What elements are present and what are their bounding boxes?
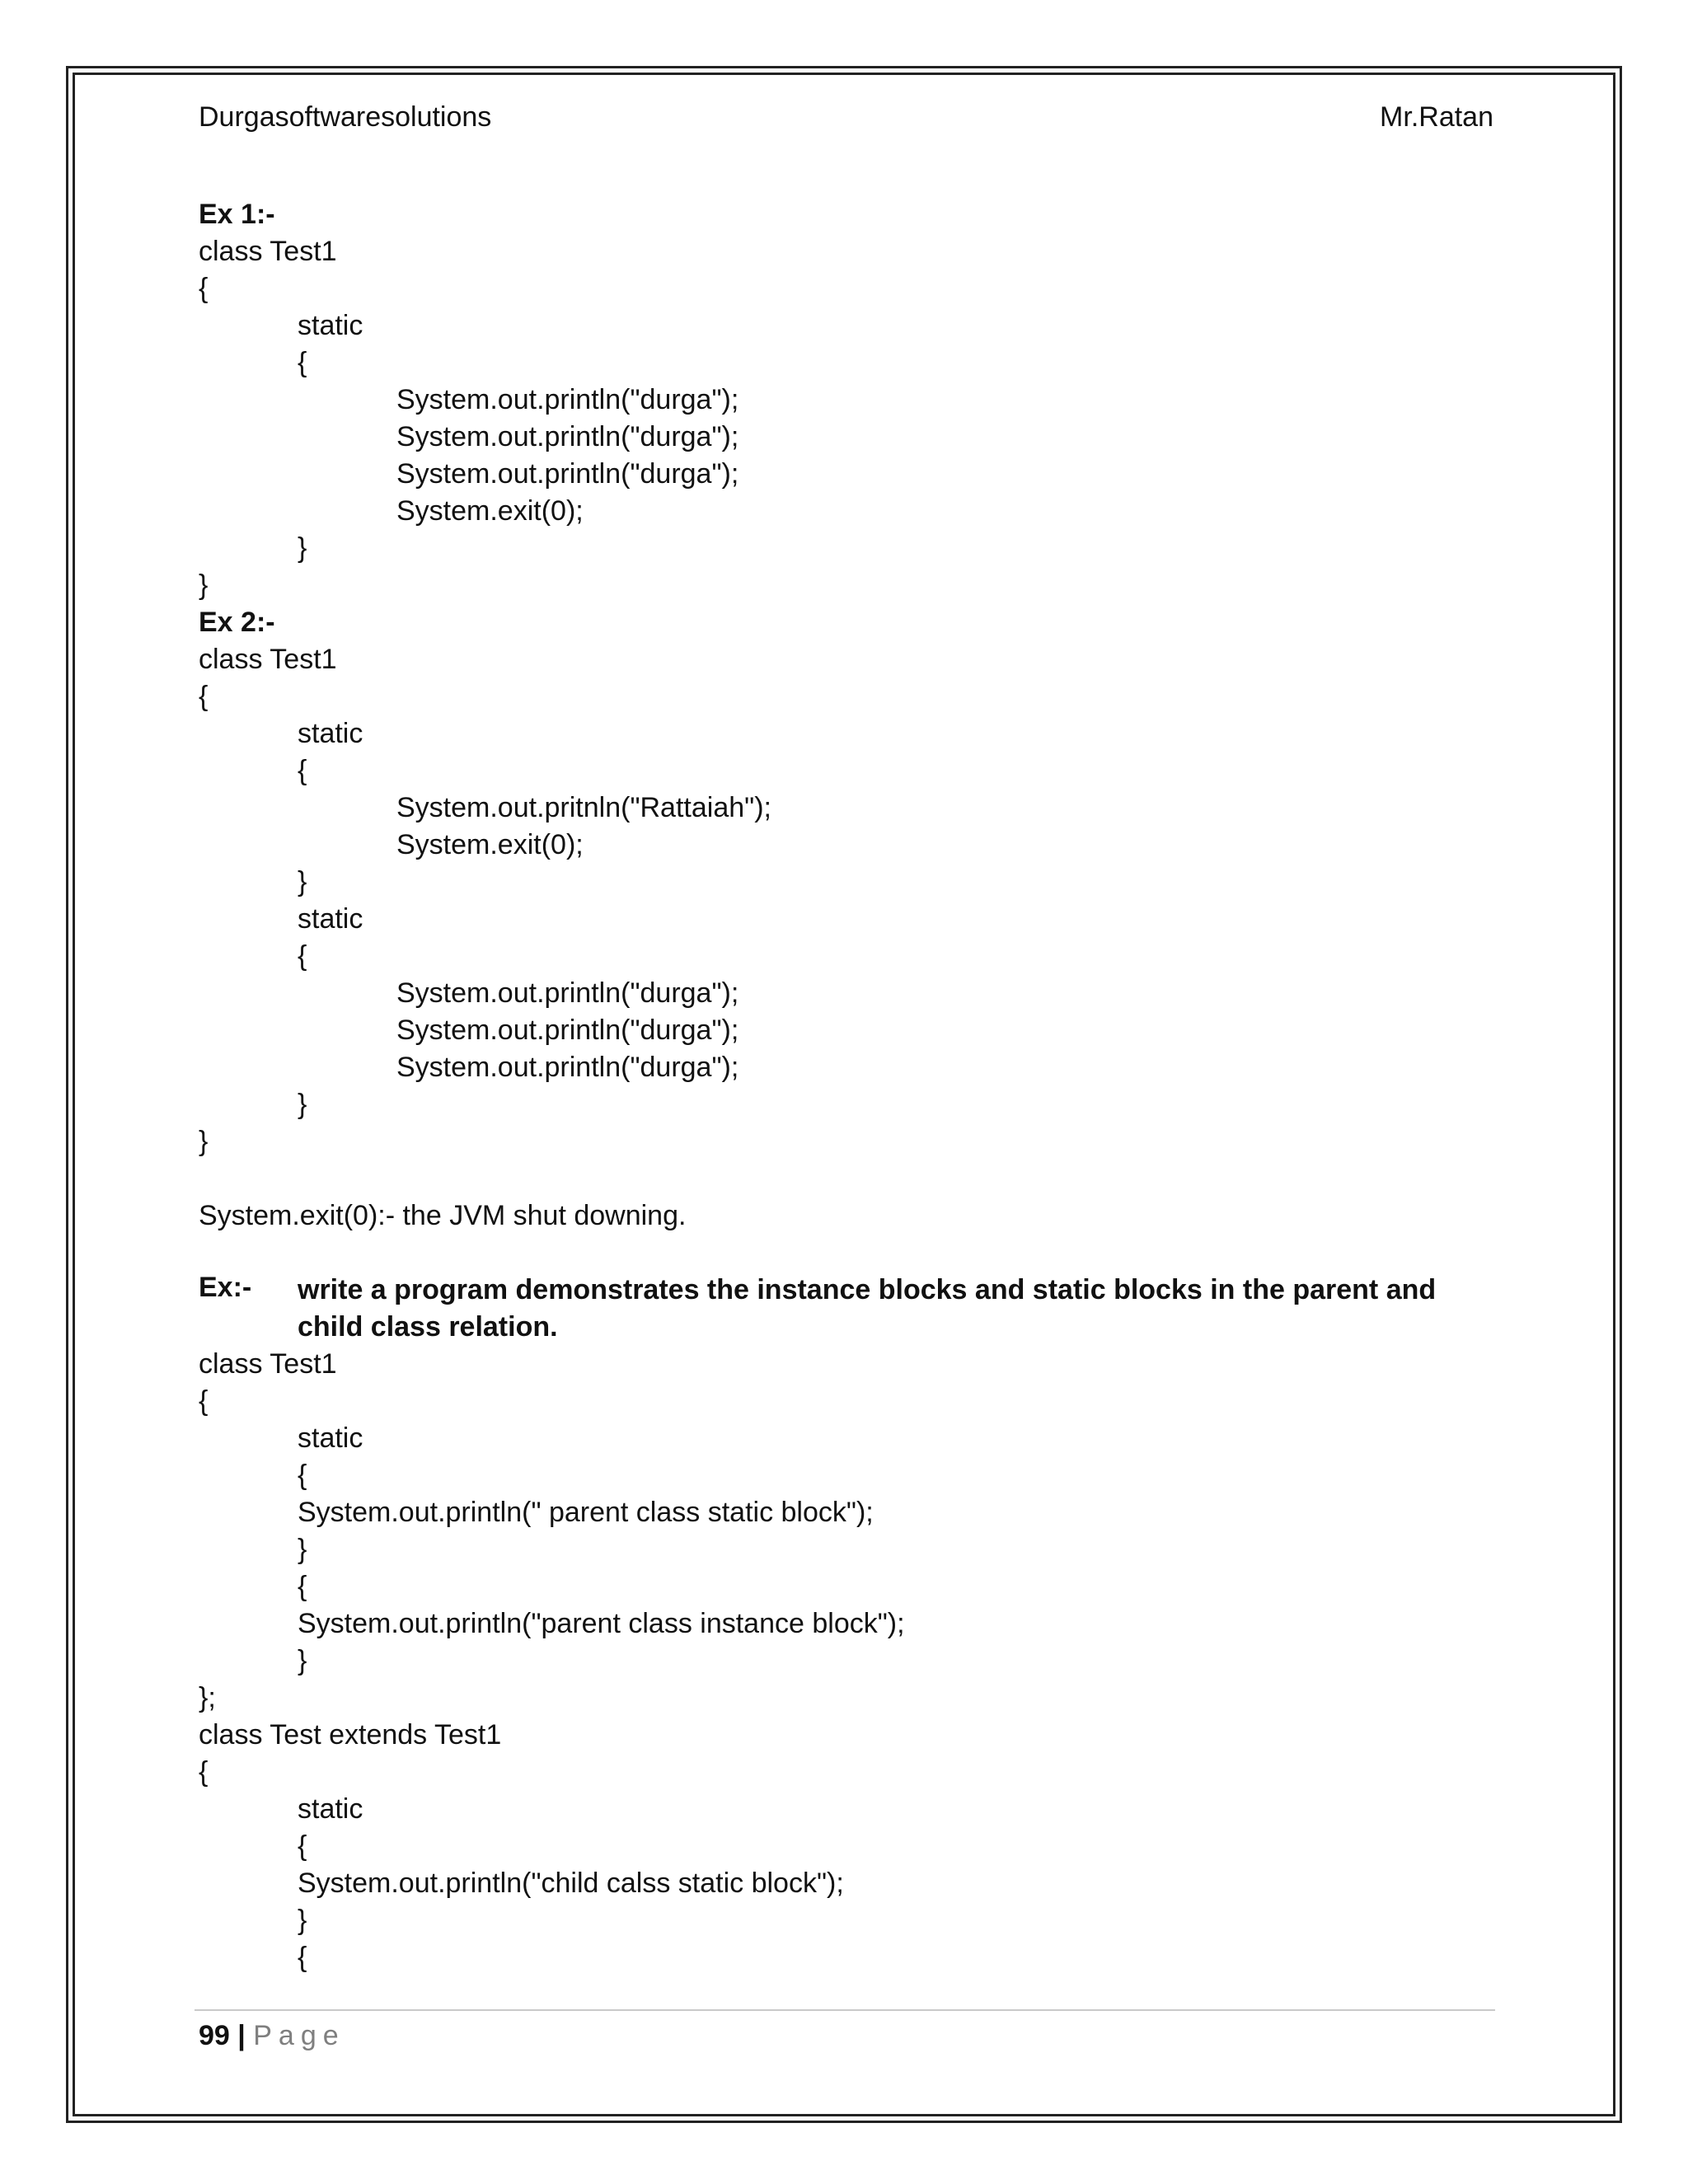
code-line: } [199, 1126, 209, 1157]
code-line: { [298, 755, 307, 786]
code-line: static [298, 1422, 363, 1454]
code-line: }; [199, 1682, 216, 1713]
example-3-task [199, 1272, 1493, 1346]
code-line: System.out.println("durga"); [396, 1052, 739, 1083]
code-line: System.out.println("durga"); [396, 1015, 739, 1046]
code-line: { [199, 273, 209, 304]
code-line: { [298, 1942, 307, 1973]
code-line: class Test1 [199, 1348, 337, 1380]
code-line: } [298, 1905, 307, 1936]
code-line: class Test1 [199, 236, 337, 267]
code-line: { [298, 1830, 307, 1862]
code-line: { [298, 1571, 307, 1602]
header-author: Mr.Ratan [1380, 101, 1493, 133]
code-line: static [298, 310, 363, 341]
code-line: { [298, 940, 307, 972]
code-line: System.out.println(" parent class static block"); [298, 1497, 874, 1528]
code-line: } [298, 1089, 307, 1120]
code-line: static [298, 903, 363, 935]
code-line: { [298, 1460, 307, 1491]
code-line: System.out.println("child calss static block"); [298, 1868, 844, 1899]
code-line: static [298, 1793, 363, 1825]
code-line: System.out.println("durga"); [396, 384, 739, 415]
page-separator: | [237, 2020, 246, 2051]
code-line: { [298, 347, 307, 378]
code-line: { [199, 681, 209, 712]
code-line: } [298, 866, 307, 898]
code-line: class Test1 [199, 644, 337, 675]
code-line: { [199, 1756, 209, 1788]
document-body [199, 196, 1493, 1976]
code-line: } [298, 1534, 307, 1565]
header-company: Durgasoftwaresolutions [199, 101, 492, 133]
code-line: System.exit(0); [396, 495, 584, 527]
code-line: System.out.println("durga"); [396, 458, 739, 490]
code-line: class Test extends Test1 [199, 1719, 502, 1750]
page-number: 99 [199, 2020, 230, 2051]
code-line: System.out.println("durga"); [396, 977, 739, 1009]
page-word: Page [253, 2020, 345, 2051]
code-line: static [298, 718, 363, 749]
example-3-description: write a program demonstrates the instance blocks and static blocks in the parent and child class relation. [298, 1274, 1437, 1343]
example-2-title: Ex 2:- [199, 607, 275, 638]
code-line: System.out.pritnln("Rattaiah"); [396, 792, 771, 823]
code-line: } [199, 569, 209, 601]
example-3-label: Ex:- [199, 1272, 252, 1303]
exit-note: System.exit(0):- the JVM shut downing. [199, 1200, 687, 1231]
code-line: System.exit(0); [396, 829, 584, 860]
footer-divider [195, 2009, 1495, 2011]
code-line: } [298, 1645, 307, 1676]
code-line: System.out.println("durga"); [396, 421, 739, 452]
page-footer [199, 2015, 345, 2056]
example-1-title: Ex 1:- [199, 199, 275, 230]
code-line: } [298, 532, 307, 564]
code-line: System.out.println("parent class instance block"); [298, 1608, 905, 1639]
code-line: { [199, 1385, 209, 1417]
